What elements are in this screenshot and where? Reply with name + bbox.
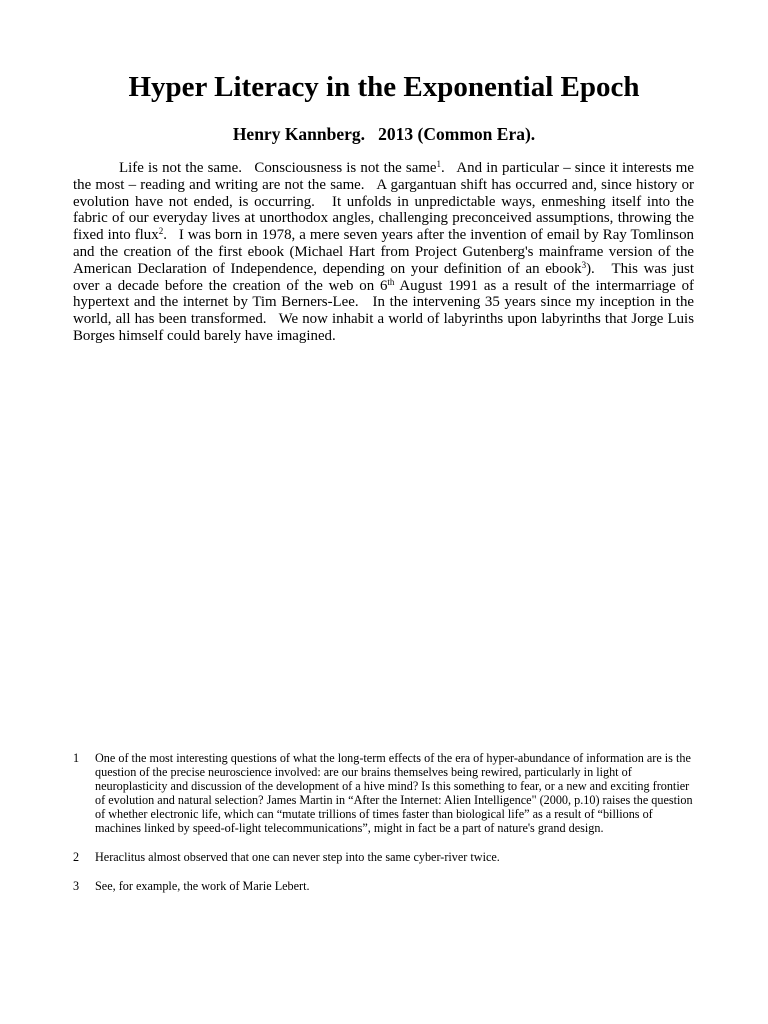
footnote-1	[73, 751, 694, 835]
footnote-number: 1	[73, 751, 80, 765]
footnote-ref-2[interactable]: 2	[158, 226, 164, 237]
footnote-3	[73, 879, 694, 893]
footnote-text: One of the most interesting questions of what the long-term effects of the era of hyper-abundance of information are is the question of the precise neuroscience involved: are our brains themselves being rewired, particularly in light of neuroplasticity and discussion of the development of a hive mind? Is this something to fear, or a new and exciting frontier of evolution and natural selection? James Martin in “After the Internet: Alien Intelligence" (2000, p.10) raises the question of whether electronic life, which can “mutate trillions of times faster than biological life” as a result of “billions of machines linked by speed-of-light telecommunications”, might in fact be a part of nature's grand design.	[95, 751, 693, 835]
footnote-number: 2	[73, 850, 80, 864]
body-text-segment: Life is not the same. Consciousness is not the same	[119, 160, 437, 176]
body-text-segment: . And in particular – since it interests me the most – reading and writing are not the same. A gargantuan shift has occurred and, since history or evolution have not ended, is occurring. It unfolds in unpredictable ways, enmeshing itself into the fabric of our everyday lives at unorthodox angles, challenging preconceived assumptions, throwing the fixed into flux	[73, 160, 698, 244]
footnotes-section	[73, 751, 694, 908]
footnote-number: 3	[73, 879, 80, 893]
footnote-2	[73, 850, 694, 864]
author-byline: Henry Kannberg. 2013 (Common Era).	[232, 124, 536, 144]
footnote-text: Heraclitus almost observed that one can never step into the same cyber-river twice.	[95, 850, 500, 864]
body-text-segment: ). This was just over a decade before the creation of the web on 6	[73, 260, 698, 294]
body-paragraph	[73, 159, 698, 345]
document-title: Hyper Literacy in the Exponential Epoch	[128, 71, 640, 103]
ordinal-suffix: th	[387, 276, 395, 287]
body-text-segment: August 1991 as a result of the intermarriage of hypertext and the internet by Tim Berners-Lee. In the intervening 35 years since my inception in the world, all has been transformed. We now inhabit a world of labyrinths upon labyrinths that Jorge Luis Borges himself could barely have imagined.	[73, 277, 698, 344]
body-text-segment: . I was born in 1978, a mere seven years after the invention of email by Ray Tomlinson and the creation of the first ebook (Michael Hart from Project Gutenberg's mainframe version of the American Declaration of Independence, depending on your definition of an ebook	[73, 227, 698, 277]
footnote-text: See, for example, the work of Marie Lebert.	[95, 879, 310, 893]
footnote-ref-3[interactable]: 3	[581, 259, 587, 270]
footnote-ref-1[interactable]: 1	[436, 159, 442, 169]
